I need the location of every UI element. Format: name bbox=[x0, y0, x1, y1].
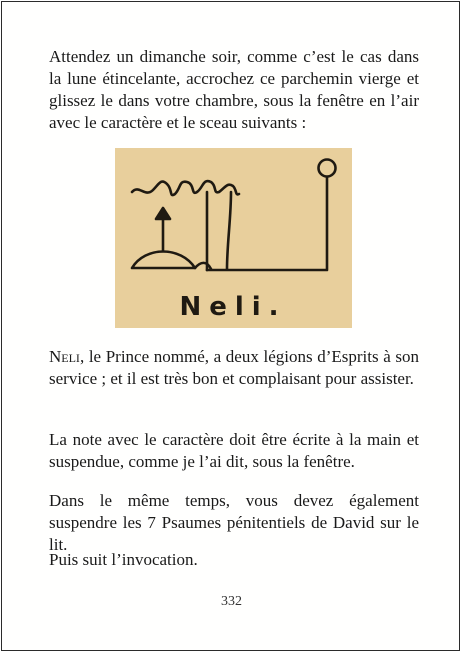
paragraph-neli-rest: , le Prince nommé, a deux légions d’Esprits à son service ; et il est très bon et complaisant pour assister. bbox=[49, 347, 419, 388]
book-page bbox=[1, 1, 460, 651]
paragraph-note: La note avec le caractère doit être écrite à la main et suspendue, comme je l’ai dit, sous la fenêtre. bbox=[49, 430, 419, 471]
neli-seal-drawing bbox=[115, 148, 352, 328]
seal-caption: Neli. bbox=[179, 292, 287, 322]
paragraph-neli bbox=[49, 346, 419, 390]
name-neli: Neli bbox=[49, 347, 80, 366]
paragraph-instructions: Attendez un dimanche soir, comme c’est le cas dans la lune étincelante, accrochez ce parchemin vierge et glissez le dans votre chambre, sous la fenêtre en l’air avec le caractère et le sceau suivants : bbox=[49, 47, 419, 132]
page-number: 332 bbox=[221, 594, 242, 609]
paragraph-psalms: Dans le même temps, vous devez également suspendre les 7 Psaumes pénitentiels de David sur le lit. bbox=[49, 491, 419, 554]
seal-figure bbox=[115, 148, 352, 328]
paragraph-invocation: Puis suit l’invocation. bbox=[49, 550, 198, 569]
